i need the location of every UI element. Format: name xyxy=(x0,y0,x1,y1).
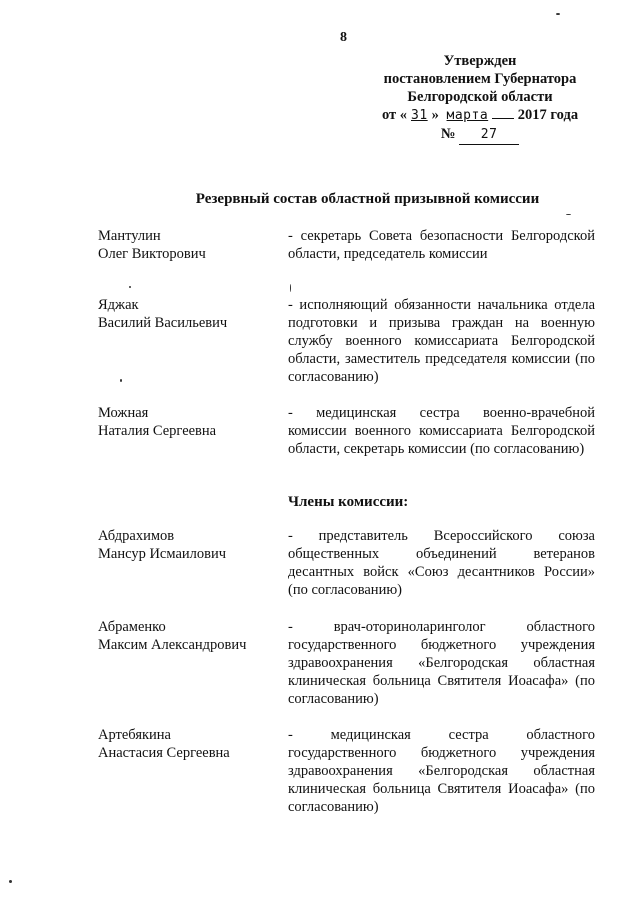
scan-speck xyxy=(120,379,122,382)
person-given-names: Василий Васильевич xyxy=(98,315,228,331)
person-role: - исполняющий обязанности начальника отдела подготовки и призыва граждан на военную службу военного комиссариата Белгородской области, заместитель председателя комиссии (по согласованию) xyxy=(288,297,595,385)
person-name xyxy=(98,527,278,563)
scan-speck xyxy=(129,286,131,288)
scan-speck xyxy=(566,214,571,215)
date-month-underline xyxy=(492,106,514,119)
number-field xyxy=(459,125,519,145)
date-year: 2017 года xyxy=(517,107,579,123)
date-day: 31 xyxy=(411,108,428,123)
person-given-names: Максим Александрович xyxy=(98,637,247,653)
scan-speck xyxy=(290,284,291,292)
scan-speck xyxy=(556,13,560,15)
members-heading: Члены комиссии: xyxy=(288,494,409,510)
approval-line-2: постановлением Губернатора xyxy=(383,71,577,87)
person-surname: Абдрахимов xyxy=(98,528,175,544)
person-surname: Абраменко xyxy=(98,619,166,635)
person-name xyxy=(98,726,278,762)
date-quote-close: » xyxy=(431,107,439,123)
date-prefix: от « xyxy=(381,107,407,123)
document-title: Резервный состав областной призывной комиссии xyxy=(195,191,540,207)
person-name xyxy=(98,227,278,263)
person-given-names: Анастасия Сергеевна xyxy=(98,745,230,761)
approval-block xyxy=(360,52,600,145)
person-surname: Можная xyxy=(98,405,149,421)
approval-line-3: Белгородской области xyxy=(407,89,553,105)
person-role: - секретарь Совета безопасности Белгородской области, председатель комиссии xyxy=(288,228,595,262)
person-surname: Артебякина xyxy=(98,727,171,743)
person-role: - медицинская сестра областного государственного бюджетного учреждения здравоохранения «Белгородская областная клиническая больница Святителя Иоасафа» (по согласованию) xyxy=(288,727,595,815)
approval-number-line xyxy=(360,125,600,145)
person-surname: Мантулин xyxy=(98,228,161,244)
person-role: - медицинская сестра военно-врачебной комиссии военного комиссариата Белгородской области, секретарь комиссии (по согласованию) xyxy=(288,405,595,457)
person-surname: Яджак xyxy=(98,297,139,313)
approval-date-line xyxy=(360,106,600,125)
date-month: марта xyxy=(446,108,489,123)
scan-speck xyxy=(9,880,12,883)
number-prefix: № xyxy=(440,126,456,142)
person-name xyxy=(98,618,278,654)
person-given-names: Мансур Исмаилович xyxy=(98,546,227,562)
person-given-names: Наталия Сергеевна xyxy=(98,423,217,439)
person-name xyxy=(98,296,278,332)
person-name xyxy=(98,404,278,440)
person-role: - врач-оториноларинголог областного государственного бюджетного учреждения здравоохранения «Белгородская областная клиническая больница Святителя Иоасафа» (по согласованию) xyxy=(288,619,595,707)
person-role: - представитель Всероссийского союза общественных объединений ветеранов десантных войск «Союз десантников России» (по согласованию) xyxy=(288,528,595,598)
approval-line-1: Утвержден xyxy=(443,53,517,69)
page-number: 8 xyxy=(340,30,347,45)
person-given-names: Олег Викторович xyxy=(98,246,206,262)
number-value: 27 xyxy=(480,127,498,142)
